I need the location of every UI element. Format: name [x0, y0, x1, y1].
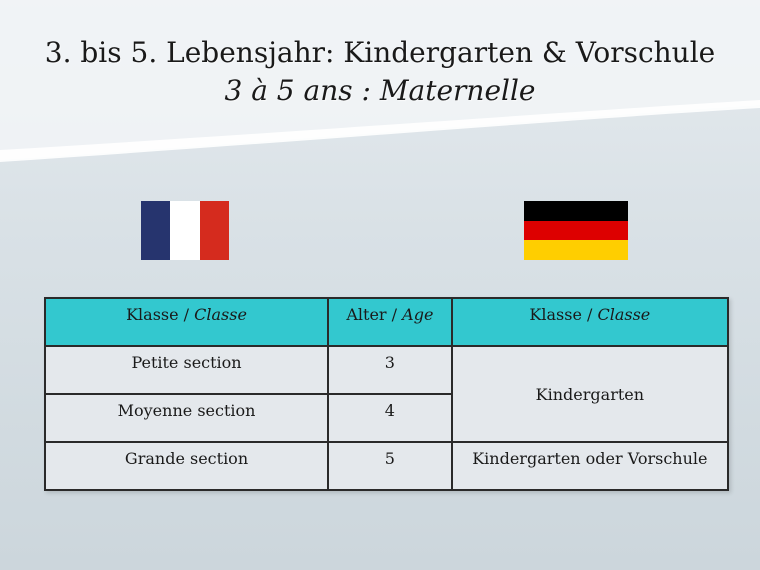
- table-row: [45, 442, 728, 490]
- table-header-row: [45, 298, 728, 346]
- header-french-class: [45, 298, 328, 346]
- cell-age: 5: [328, 442, 452, 490]
- cell-french-class: Grande section: [45, 442, 328, 490]
- header-label: Alter /: [346, 305, 403, 324]
- cell-german-class: Kindergarten: [452, 346, 728, 442]
- header-label-italic: Classe: [597, 305, 651, 324]
- cell-german-class: Kindergarten oder Vorschule: [452, 442, 728, 490]
- header-label: Klasse /: [529, 305, 598, 324]
- cell-french-class: Moyenne section: [45, 394, 328, 442]
- german-flag-icon: [524, 201, 628, 260]
- slide-title: [0, 34, 760, 110]
- header-label-italic: Age: [402, 305, 434, 324]
- cell-age: 3: [328, 346, 452, 394]
- school-comparison-table: [44, 297, 729, 491]
- french-flag-icon: [141, 201, 229, 260]
- cell-age: 4: [328, 394, 452, 442]
- cell-french-class: Petite section: [45, 346, 328, 394]
- header-label-italic: Classe: [194, 305, 247, 324]
- title-line-german: 3. bis 5. Lebensjahr: Kindergarten & Vorschule: [44, 36, 716, 69]
- header-age: [328, 298, 452, 346]
- header-label: Klasse /: [126, 305, 195, 324]
- header-german-class: [452, 298, 728, 346]
- title-line-french: 3 à 5 ans : Maternelle: [224, 74, 536, 107]
- table-row: [45, 346, 728, 394]
